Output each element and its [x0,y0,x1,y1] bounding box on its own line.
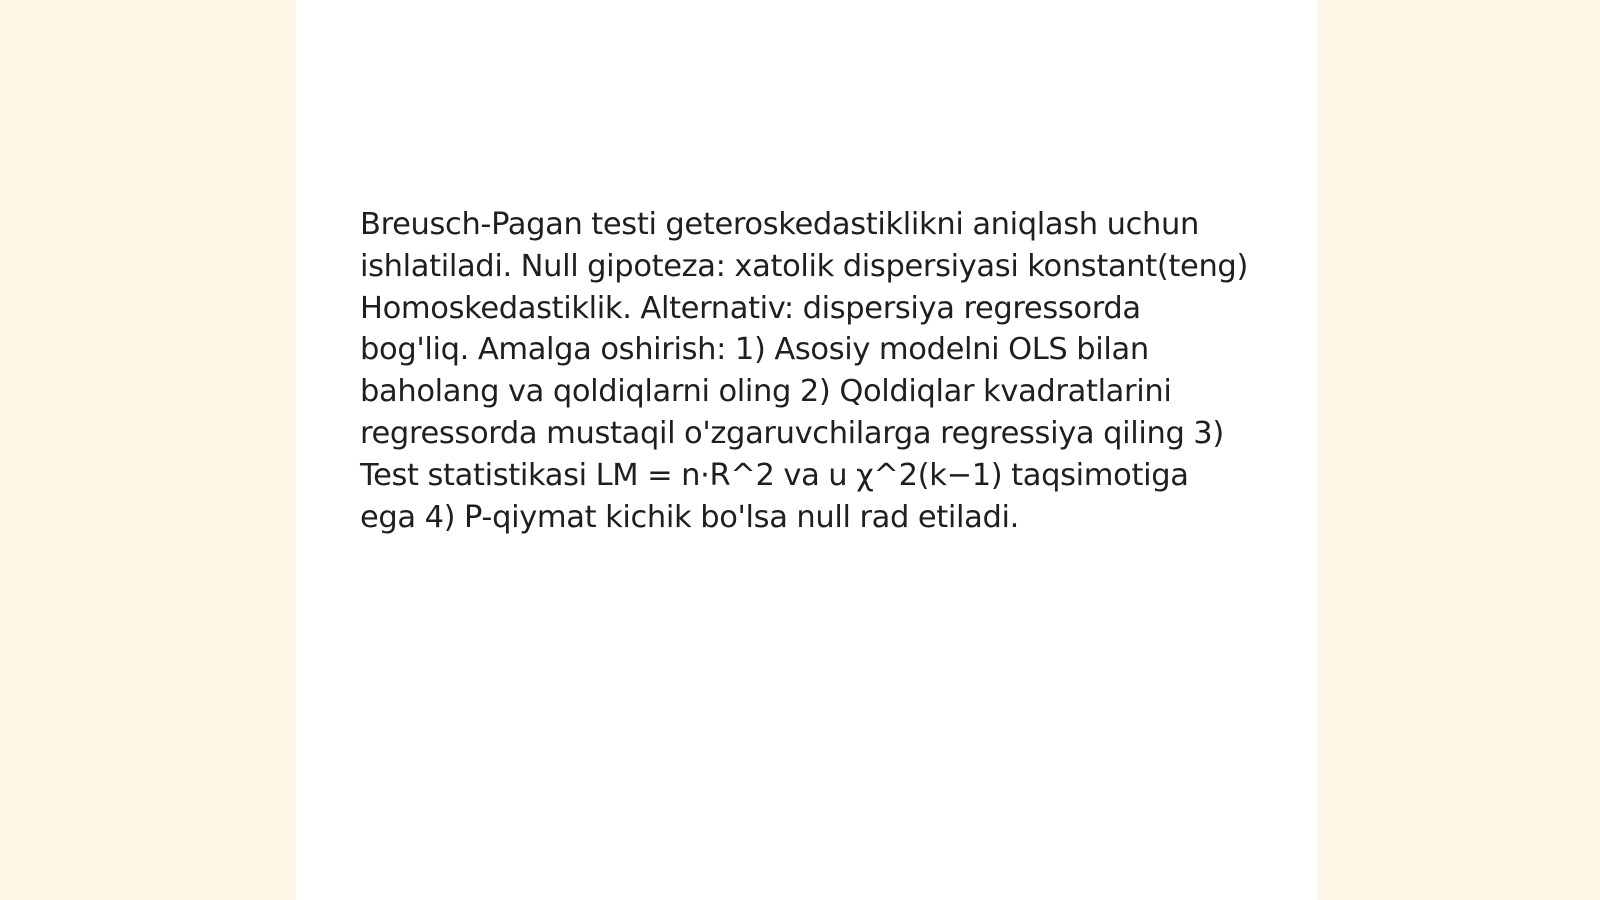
slide-body-text: Breusch-Pagan testi geteroskedastiklikni aniqlash uchun ishlatiladi. Null gipoteza: xatolik dispersiyasi konstant(teng) Homoskedastiklik. Alternativ: dispersiya regressorda bog'liq. Amalga oshirish: 1) Asosiy modelni OLS bilan baholang va qoldiqlarni oling 2) Qoldiqlar kvadratlarini regressorda mustaqil o'zgaruvchilarga regressiya qiling 3) Test statistikasi LM = n·R^2 va u χ^2(k−1) taqsimotiga ega 4) P-qiymat kichik bo'lsa null rad etiladi. [360,207,1248,535]
slide [296,0,1318,900]
